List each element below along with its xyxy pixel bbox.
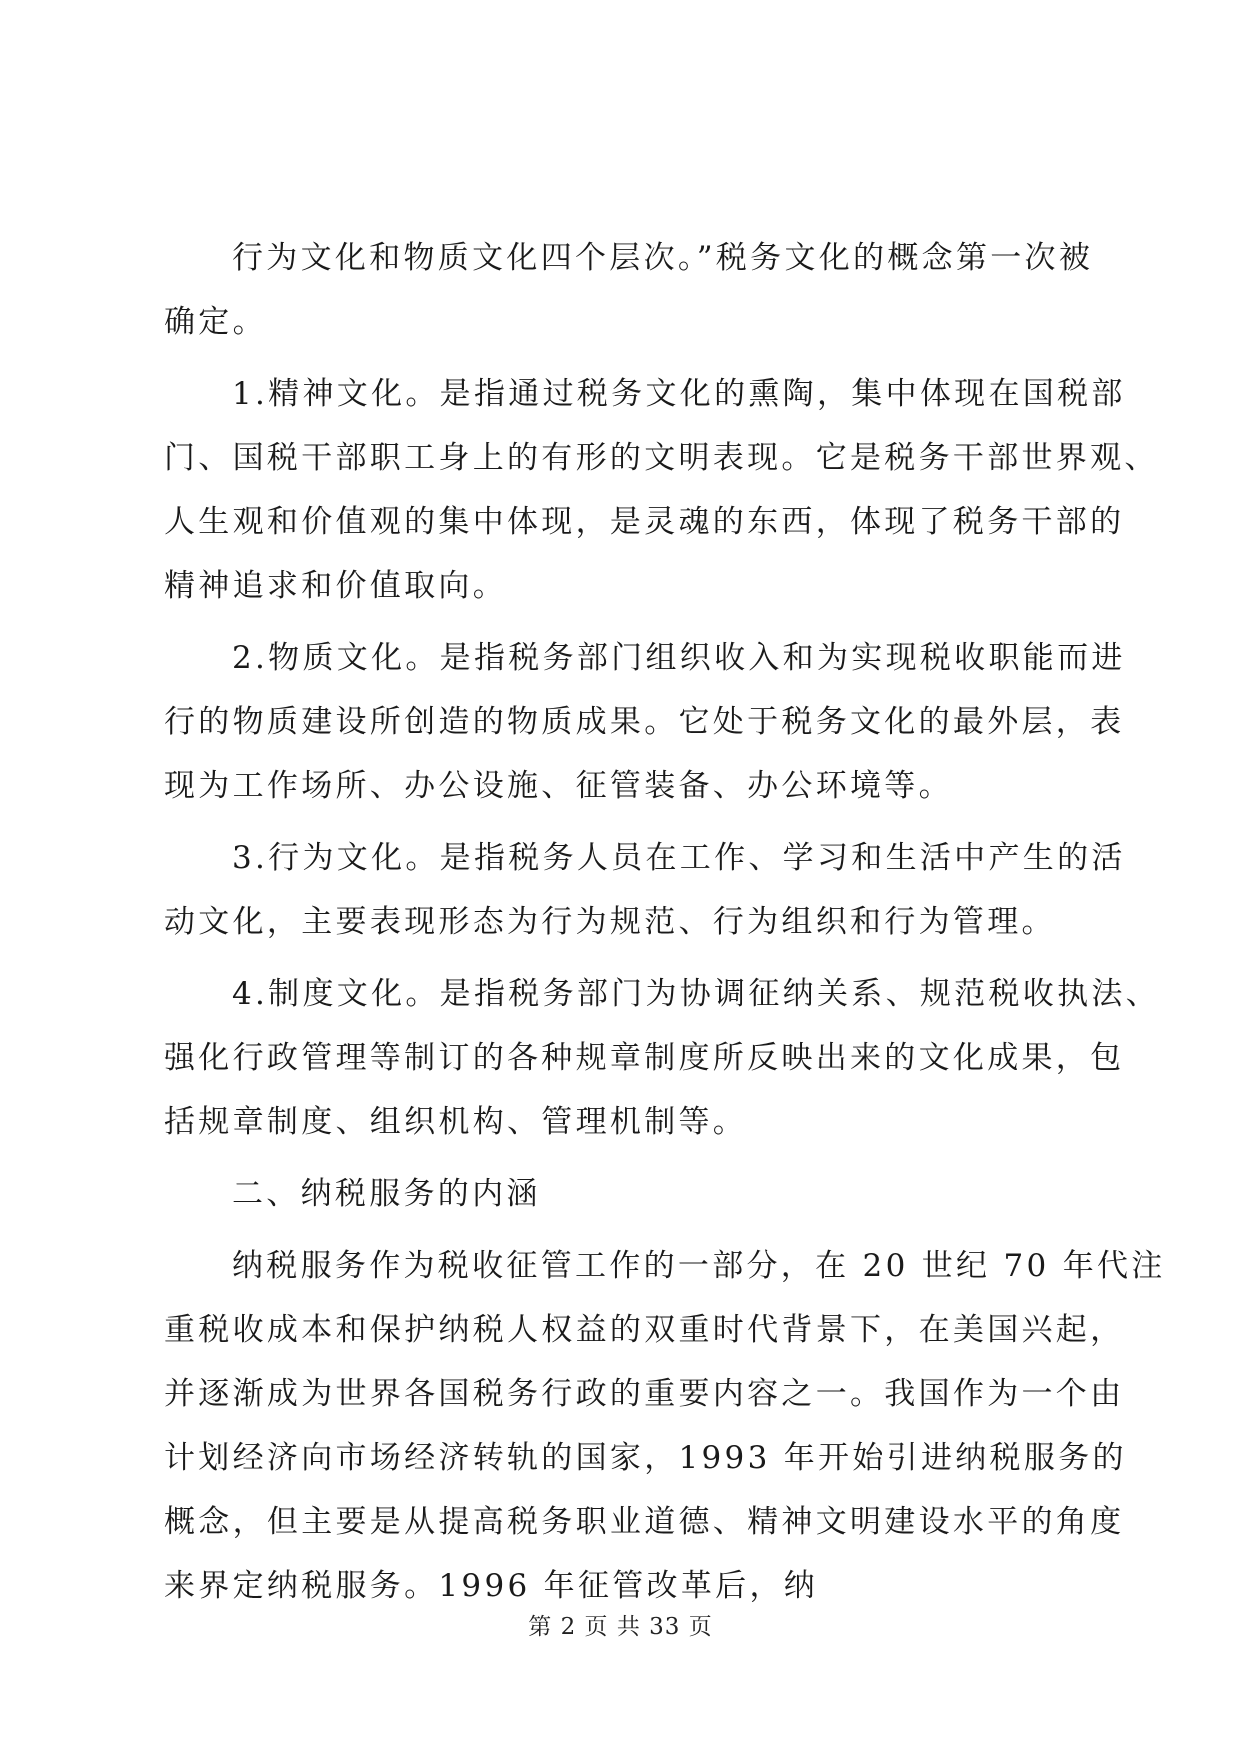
text-line: 确定。: [164, 304, 267, 340]
text-line: 行为文化和物质文化四个层次。”税务文化的概念第一次被: [232, 240, 1094, 276]
text-line: 概念，但主要是从提高税务职业道德、精神文明建设水平的角度: [164, 1504, 1125, 1540]
text-line: 并逐渐成为世界各国税务行政的重要内容之一。我国作为一个由: [164, 1376, 1125, 1412]
page-number-footer: 第 2 页 共 33 页: [528, 1614, 713, 1640]
paragraph-item-3: [164, 826, 1126, 954]
text-line: 人生观和价值观的集中体现，是灵魂的东西，体现了税务干部的: [164, 504, 1125, 540]
text-line: 精神追求和价值取向。: [164, 568, 507, 604]
document-body: [164, 226, 1166, 1618]
text-line: 重税收成本和保护纳税人权益的双重时代背景下，在美国兴起，: [164, 1312, 1125, 1348]
text-line: 4.制度文化。是指税务部门为协调征纳关系、规范税收执法、: [232, 976, 1160, 1012]
paragraph-tax-service: [164, 1234, 1166, 1618]
paragraph-item-1: [164, 362, 1159, 618]
text-line: 强化行政管理等制订的各种规章制度所反映出来的文化成果，包: [164, 1040, 1125, 1076]
paragraph-item-2: [164, 626, 1126, 818]
text-line: 来界定纳税服务。1996 年征管改革后，纳: [164, 1568, 819, 1604]
text-line: 计划经济向市场经济转轨的国家，1993 年开始引进纳税服务的: [164, 1440, 1127, 1476]
text-line: 2.物质文化。是指税务部门组织收入和为实现税收职能而进: [232, 640, 1126, 676]
paragraph-item-4: [164, 962, 1160, 1154]
text-line: 3.行为文化。是指税务人员在工作、学习和生活中产生的活: [232, 840, 1126, 876]
section-heading-text: 二、纳税服务的内涵: [232, 1176, 541, 1212]
text-line: 纳税服务作为税收征管工作的一部分，在 20 世纪 70 年代注: [232, 1248, 1166, 1284]
text-line: 现为工作场所、办公设施、征管装备、办公环境等。: [164, 768, 953, 804]
text-line: 门、国税干部职工身上的有形的文明表现。它是税务干部世界观、: [164, 440, 1159, 476]
text-line: 动文化，主要表现形态为行为规范、行为组织和行为管理。: [164, 904, 1056, 940]
text-line: 1.精神文化。是指通过税务文化的熏陶，集中体现在国税部: [232, 376, 1126, 412]
section-heading: [164, 1162, 1092, 1226]
paragraph-intro-continued: [164, 226, 1092, 354]
text-line: 行的物质建设所创造的物质成果。它处于税务文化的最外层，表: [164, 704, 1125, 740]
text-line: 括规章制度、组织机构、管理机制等。: [164, 1104, 748, 1140]
